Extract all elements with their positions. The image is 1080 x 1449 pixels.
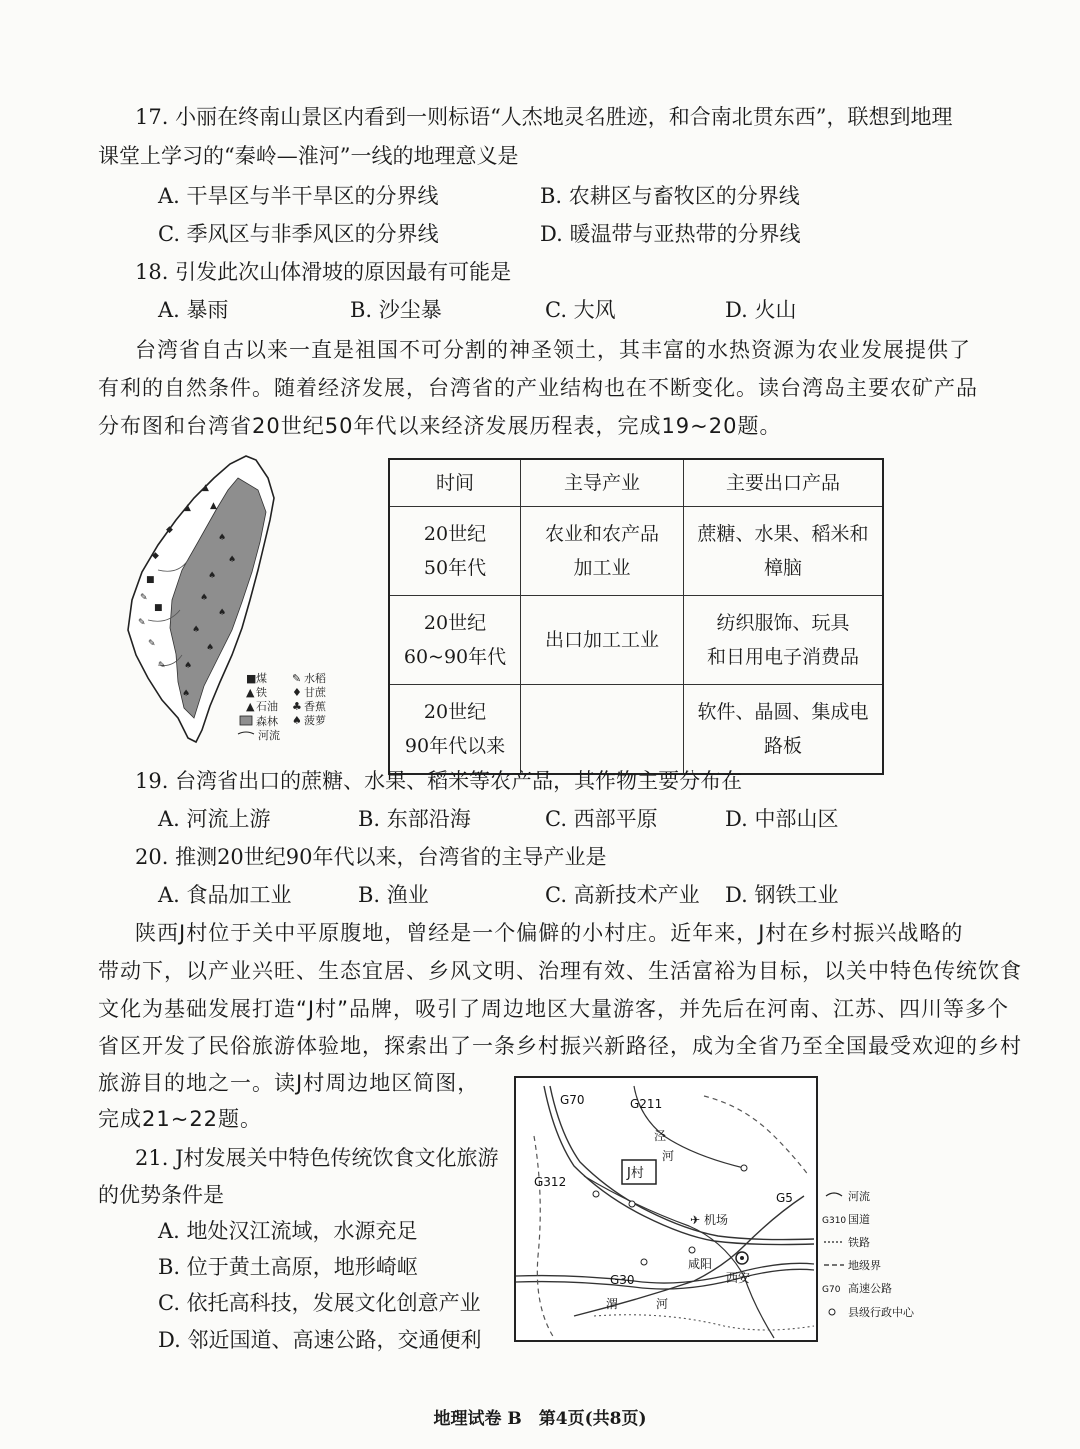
table-header: 时间 — [389, 459, 521, 507]
label-g30: G30 — [610, 1273, 635, 1287]
county-center-marker — [641, 1259, 647, 1265]
q21-option-b: B. 位于黄土高原，地形崎岖 — [158, 1255, 418, 1279]
resource-symbol: ✎ — [138, 618, 146, 628]
xian-city-dot — [740, 1256, 744, 1260]
table-cell-time — [389, 596, 521, 685]
table-cell-time — [389, 507, 521, 596]
shaanxi-intro-line3: 文化为基础发展打造“J村”品牌，吸引了周边地区大量游客，并先后在河南、江苏、四川等多个 — [98, 997, 1009, 1021]
legend-river: 河流 — [848, 1190, 870, 1203]
cell-text: 蔗糖、水果、稻米和樟脑 — [697, 523, 869, 579]
legend-forest-icon — [240, 716, 252, 725]
legend-forest: 森林 — [256, 715, 278, 728]
cell-text: 出口加工工业 — [544, 629, 659, 651]
shaanxi-intro-line6: 完成21~22题。 — [98, 1107, 263, 1131]
legend-river: 河流 — [258, 729, 280, 742]
resource-symbol: ✎ — [140, 593, 148, 603]
legend-boundary: 地级界 — [848, 1259, 881, 1272]
q20-option-d: D. 钢铁工业 — [725, 883, 839, 907]
q19-stem: 19. 台湾省出口的蔗糖、水果、稻米等农产品，其作物主要分布在 — [135, 769, 743, 793]
table-cell-exports — [684, 507, 884, 596]
legend-oil-icon: ▲ — [246, 700, 255, 713]
table-row — [389, 507, 883, 596]
resource-symbol: ♠ — [192, 625, 201, 635]
legend-rice-icon: ✎ — [292, 672, 302, 685]
resource-symbol: ♠ — [200, 593, 209, 603]
resource-symbol: ▲ — [202, 483, 209, 493]
table-cell-time — [389, 685, 521, 775]
legend-national-road-sample: G310 — [822, 1216, 847, 1226]
q18-option-c: C. 大风 — [545, 298, 616, 322]
resource-symbol: ♠ — [182, 689, 191, 699]
table-cell-industry — [521, 685, 684, 775]
legend-oil: 石油 — [256, 700, 278, 713]
cell-text: 软件、晶圆、集成电路板 — [697, 701, 869, 757]
table-header: 主导产业 — [521, 459, 684, 507]
q21-stem-line1: 21. J村发展关中特色传统饮食文化旅游 — [135, 1146, 499, 1170]
resource-symbol: ♠ — [218, 608, 227, 618]
cell-text: 和日用电子消费品 — [706, 646, 859, 668]
q20-option-c: C. 高新技术产业 — [545, 883, 700, 907]
label-g70: G70 — [560, 1093, 585, 1107]
cell-text: 50年代 — [423, 557, 487, 579]
q21-option-d: D. 邻近国道、高速公路，交通便利 — [158, 1328, 482, 1352]
q18-option-b: B. 沙尘暴 — [350, 298, 442, 322]
table-header: 主要出口产品 — [684, 459, 884, 507]
cell-text: 90年代以来 — [404, 735, 506, 757]
label-he-jing: 河 — [662, 1149, 675, 1163]
shaanxi-intro-line5: 旅游目的地之一。读J村周边地区简图， — [98, 1071, 480, 1095]
resource-symbol: ♠ — [228, 555, 237, 565]
q19-option-a: A. 河流上游 — [158, 807, 271, 831]
legend-pineapple-icon: ♠ — [292, 714, 302, 727]
cell-text: 20世纪 — [423, 701, 487, 723]
q20-option-b: B. 渔业 — [358, 883, 429, 907]
resource-symbol: ■ — [154, 603, 163, 613]
legend-iron-icon: ▲ — [246, 686, 255, 699]
label-xian: 西安 — [726, 1271, 751, 1285]
q19-option-d: D. 中部山区 — [725, 807, 839, 831]
resource-symbol: ▲ — [210, 501, 217, 511]
jvillage-area-map — [514, 1076, 818, 1342]
q21-option-a: A. 地处汉江流域，水源充足 — [158, 1219, 418, 1243]
taiwan-development-table — [388, 458, 884, 775]
cell-text: 60~90年代 — [403, 646, 507, 668]
taiwan-intro-line3: 分布图和台湾省20世纪50年代以来经济发展历程表，完成19~20题。 — [98, 414, 782, 438]
page-footer: 地理试卷 B 第4页(共8页) — [433, 1409, 647, 1429]
jvillage-map-legend — [818, 1186, 958, 1336]
resource-symbol: ◆ — [166, 525, 173, 535]
table-cell-exports — [684, 685, 884, 775]
resource-symbol: ♠ — [208, 571, 217, 581]
cell-text: 20世纪 — [423, 612, 487, 634]
resource-symbol: ♠ — [184, 661, 193, 671]
q21-option-c: C. 依托高科技，发展文化创意产业 — [158, 1291, 481, 1315]
q18-option-d: D. 火山 — [725, 298, 797, 322]
taiwan-intro-line2: 有利的自然条件。随着经济发展，台湾省的产业结构也在不断变化。读台湾岛主要农矿产品 — [98, 376, 978, 400]
label-he-wei: 河 — [656, 1297, 669, 1311]
label-jing: 泾 — [654, 1129, 667, 1143]
legend-river-icon — [238, 732, 254, 734]
legend-railway: 铁路 — [848, 1236, 870, 1249]
legend-coal: 煤 — [256, 672, 267, 685]
legend-expressway: 高速公路 — [848, 1282, 892, 1295]
label-wei: 渭 — [606, 1297, 619, 1311]
legend-county-center: 县级行政中心 — [848, 1306, 914, 1319]
resource-symbol: ✎ — [158, 661, 166, 671]
legend-county-center-icon — [829, 1309, 835, 1315]
table-cell-industry — [521, 507, 684, 596]
taiwan-resource-map — [118, 450, 288, 750]
q20-option-a: A. 食品加工业 — [158, 883, 292, 907]
table-header-row — [389, 459, 883, 507]
shaanxi-intro-line1: 陕西J村位于关中平原腹地，曾经是一个偏僻的小村庄。近年来，J村在乡村振兴战略的 — [135, 921, 964, 945]
taiwan-intro-line1: 台湾省自古以来一直是祖国不可分割的神圣领土，其丰富的水热资源为农业发展提供了 — [135, 338, 971, 362]
table-cell-exports — [684, 596, 884, 685]
table-cell-industry — [521, 596, 684, 685]
legend-coal-icon: ■ — [246, 672, 257, 685]
q19-option-c: C. 西部平原 — [545, 807, 658, 831]
legend-river-icon — [826, 1193, 842, 1196]
resource-symbol: ▲ — [184, 503, 191, 513]
q17-option-d: D. 暖温带与亚热带的分界线 — [540, 222, 801, 246]
q17-option-a: A. 干旱区与半干旱区的分界线 — [158, 184, 439, 208]
label-g312: G312 — [534, 1175, 567, 1189]
q20-stem: 20. 推测20世纪90年代以来，台湾省的主导产业是 — [135, 845, 607, 869]
label-jvillage: J村 — [627, 1166, 644, 1181]
table-row — [389, 596, 883, 685]
county-center-marker — [593, 1191, 599, 1197]
resource-symbol: ♠ — [206, 643, 215, 653]
q17-option-b: B. 农耕区与畜牧区的分界线 — [540, 184, 800, 208]
legend-iron: 铁 — [256, 686, 267, 699]
county-center-marker — [629, 1201, 635, 1207]
label-g211: G211 — [630, 1097, 663, 1111]
q19-option-b: B. 东部沿海 — [358, 807, 471, 831]
label-g5: G5 — [776, 1191, 793, 1205]
cell-text: 纺织服饰、玩具 — [716, 612, 850, 634]
taiwan-map-legend-crops — [290, 672, 360, 738]
q17-stem-line1: 17. 小丽在终南山景区内看到一则标语“人杰地灵名胜迹，和合南北贯东西”，联想到地理 — [135, 105, 953, 129]
legend-expressway-sample: G70 — [822, 1285, 841, 1295]
q21-stem-line2: 的优势条件是 — [98, 1183, 224, 1207]
legend-sugarcane: 甘蔗 — [304, 686, 326, 699]
county-center-marker — [689, 1247, 695, 1253]
legend-national-road: 国道 — [848, 1213, 870, 1226]
legend-sugarcane-icon: ♦ — [292, 686, 302, 699]
legend-rice: 水稻 — [304, 672, 326, 685]
cell-text: 农业和农产品 — [544, 523, 659, 545]
county-center-marker — [741, 1165, 747, 1171]
legend-pineapple: 菠萝 — [304, 714, 326, 727]
label-xianyang: 咸阳 — [688, 1257, 713, 1271]
resource-symbol: ✎ — [148, 639, 156, 649]
q17-stem-line2: 课堂上学习的“秦岭—淮河”一线的地理意义是 — [98, 144, 519, 168]
shaanxi-intro-line2: 带动下，以产业兴旺、生态宜居、乡风文明、治理有效、生活富裕为目标，以关中特色传统饮食 — [98, 959, 1022, 983]
resource-symbol: ♠ — [218, 533, 227, 543]
q18-stem: 18. 引发此次山体滑坡的原因最有可能是 — [135, 260, 512, 284]
shaanxi-intro-line4: 省区开发了民俗旅游体验地，探索出了一条乡村振兴新路径，成为全省乃至全国最受欢迎的乡村 — [98, 1034, 1022, 1058]
table-row — [389, 685, 883, 775]
cell-text: 20世纪 — [423, 523, 487, 545]
q18-option-a: A. 暴雨 — [158, 298, 229, 322]
legend-banana-icon: ♣ — [292, 700, 302, 713]
resource-symbol: ■ — [146, 575, 155, 585]
label-airport: 机场 — [704, 1213, 729, 1227]
resource-symbol: ◆ — [152, 551, 159, 561]
legend-banana: 香蕉 — [304, 700, 326, 713]
label-airport-icon: ✈ — [690, 1213, 701, 1227]
cell-text: 加工业 — [573, 557, 631, 579]
q17-option-c: C. 季风区与非季风区的分界线 — [158, 222, 439, 246]
